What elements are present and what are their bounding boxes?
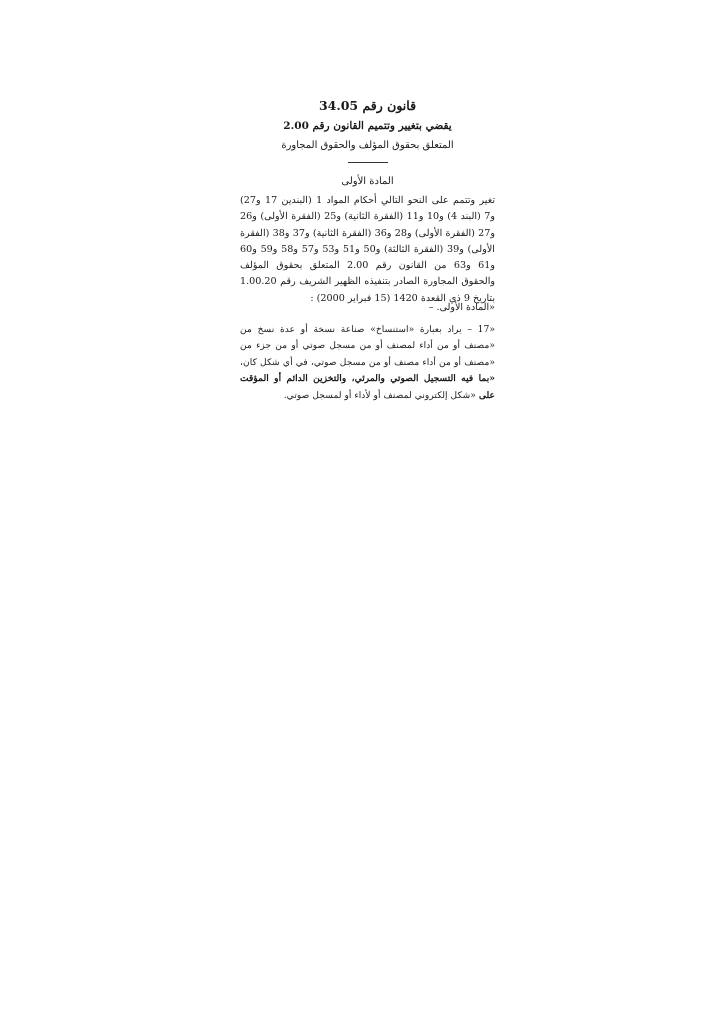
article-sub-heading: «المادة الأولى. – xyxy=(428,302,495,313)
article-body: تغير وتتمم على النحو التالي أحكام المواد 1 (البندين 17 و27) و7 (البند 4) و10 و11 (الفقرة الثانية) و25 (الفقرة الأولى) و26 و27 (الفقرة الأولى) و28 و36 (الفقرة الثانية) و37 و38 (الفقرة الأولى) و39 (الفقرة الثالثة) و50 و51 و53 و57 و58 و59 و60 و61 و63 من القانون رقم 2.00 المتعلق بحقوق المؤلف والحقوق المجاورة الصادر بتنفيذه الظهير الشريف رقم 1.00.20 بتاريخ 9 ذي القعدة 1420 (15 فبراير 2000) : xyxy=(240,195,496,304)
law-subtitle: يقضي بتغيير وتتميم القانون رقم 2.00 xyxy=(283,120,452,132)
law-subtitle-2: المتعلق بحقوق المؤلف والحقوق المجاورة xyxy=(281,140,454,151)
law-title: قانون رقم 34.05 xyxy=(318,98,417,113)
document-header xyxy=(240,96,495,163)
article-heading: المادة الأولى xyxy=(341,176,394,187)
header-divider xyxy=(348,162,388,163)
quote-part-3: «شكل إلكتروني لمصنف أو لأداء أو لمسجل صوتي. xyxy=(283,389,476,401)
quote-part-1: «17 – يراد بعبارة «استنساخ» صناعة نسخة أو عدة نسخ من «مصنف أو من أداء لمصنف أو من مسجل صوتي أو من جزء من «مصنف أو من أداء مصنف أو من مسجل صوتي، في أي شكل كان، xyxy=(240,324,495,368)
quoted-definition xyxy=(240,322,495,404)
quote-part-2: «بما فيه التسجيل الصوتي والمرئي، والتخزين الدائم أو المؤقت على xyxy=(240,373,495,401)
